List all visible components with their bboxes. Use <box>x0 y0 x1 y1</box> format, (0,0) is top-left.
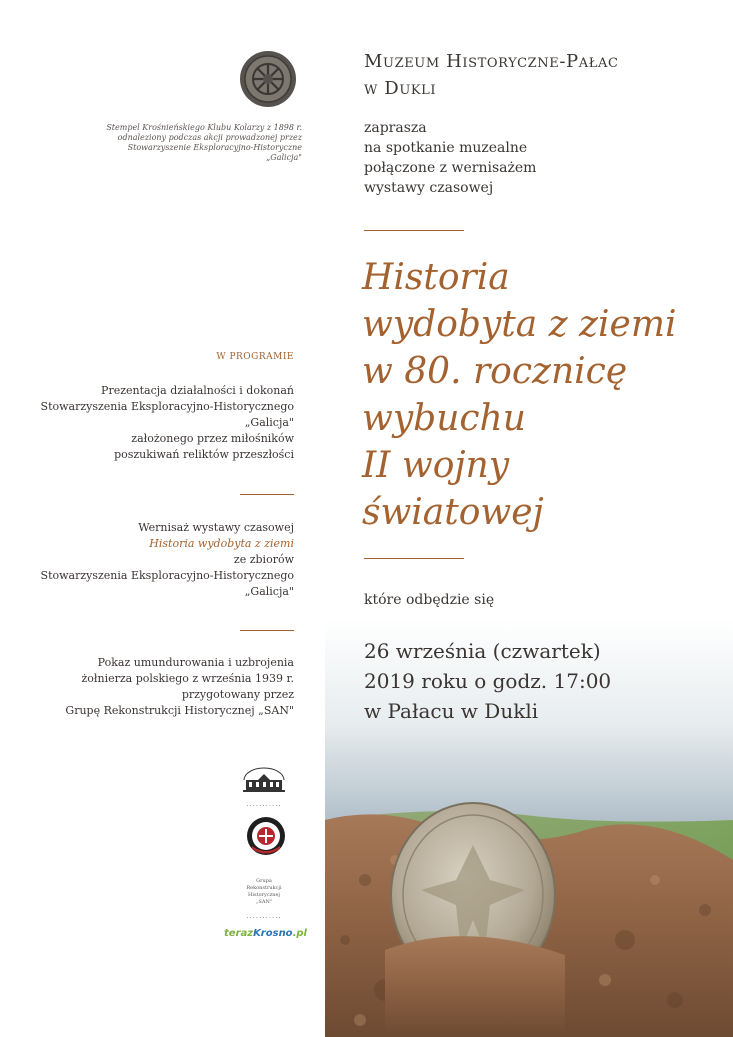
program-line: założonego przez miłośników <box>131 432 294 445</box>
event-place: w Pałacu w Dukli <box>364 699 539 723</box>
title-line: II wojny <box>362 445 510 486</box>
title-line: wydobyta z ziemi <box>362 304 677 345</box>
program-line: poszukiwań reliktów przeszłości <box>114 448 294 461</box>
program-line: Stowarzyszenia Eksploracyjno-Historycznego <box>40 569 294 582</box>
invitation-line: połączone z wernisażem <box>364 160 537 176</box>
event-date: 26 września (czwartek) <box>364 639 601 663</box>
title-line: wybuchu <box>362 398 526 439</box>
museum-name <box>364 48 714 102</box>
title-divider-bottom <box>364 558 464 559</box>
invitation-text <box>364 118 694 198</box>
title-line: światowej <box>362 492 544 533</box>
san-caption-line: Historycznej <box>248 892 280 898</box>
invitation-line: zaprasza <box>364 120 427 136</box>
event-lead-text: które odbędzie się <box>364 592 495 608</box>
program-line: Grupę Rekonstrukcji Historycznej „SAN" <box>65 704 294 717</box>
logo-part-pl: .pl <box>292 928 307 939</box>
event-details <box>364 636 704 726</box>
invitation-line: na spotkanie muzealne <box>364 140 528 156</box>
program-line: „Galicja" <box>244 585 294 598</box>
program-line: ze zbiorów <box>233 553 294 566</box>
event-time: 2019 roku o godz. 17:00 <box>364 669 612 693</box>
program-line: Prezentacja działalności i dokonań <box>101 384 294 397</box>
program-heading: W PROGRAMIE <box>216 352 294 362</box>
san-caption-line: Rekonstrukcji <box>246 885 282 891</box>
program-line: Pokaz umundurowania i uzbrojenia <box>97 656 294 669</box>
stamp-caption-line: Stowarzyszenie Eksploracyjno-Historyczne „Galicja" <box>127 143 302 162</box>
title-line: w 80. rocznicę <box>362 351 628 392</box>
exhibition-title: Historia wydobyta z ziemi <box>149 537 294 550</box>
stamp-image <box>239 50 297 108</box>
stamp-caption-line: Stempel Krośnieńskiego Klubu Kolarzy z 1898 r. <box>106 123 302 132</box>
program-item-exhibition <box>30 520 294 600</box>
program-item-presentation <box>30 383 294 463</box>
logo-part-teraz: teraz <box>224 928 254 939</box>
program-divider <box>240 494 294 495</box>
program-line: przygotowany przez <box>181 688 294 701</box>
program-line: Stowarzyszenia Eksploracyjno-Historycznego <box>40 400 294 413</box>
san-group-logo <box>246 816 286 856</box>
stamp-caption-line: odnaleziony podczas akcji prowadzonej przez <box>117 133 302 142</box>
museum-logo <box>240 764 288 794</box>
museum-name-line: w Dukli <box>364 78 437 99</box>
invitation-line: wystawy czasowej <box>364 180 494 196</box>
museum-name-line: Muzeum Historyczne-Pałac <box>364 51 619 72</box>
program-line: żołnierza polskiego z września 1939 r. <box>81 672 294 685</box>
separator-dots: ........... <box>246 912 282 920</box>
teraz-krosno-logo[interactable] <box>224 928 307 939</box>
logo-part-krosno: Krosno <box>253 928 293 939</box>
program-item-uniforms <box>30 655 294 719</box>
stamp-caption <box>100 123 302 163</box>
title-line: Historia <box>362 257 510 298</box>
program-divider <box>240 630 294 631</box>
exhibition-main-title <box>362 254 702 536</box>
program-line: „Galicja" <box>244 416 294 429</box>
program-line: Wernisaż wystawy czasowej <box>138 521 294 534</box>
san-caption <box>240 878 288 906</box>
title-divider-top <box>364 230 464 231</box>
san-caption-line: „SAN" <box>255 899 273 905</box>
separator-dots: ........... <box>246 800 282 808</box>
san-caption-line: Grupa <box>256 878 272 884</box>
